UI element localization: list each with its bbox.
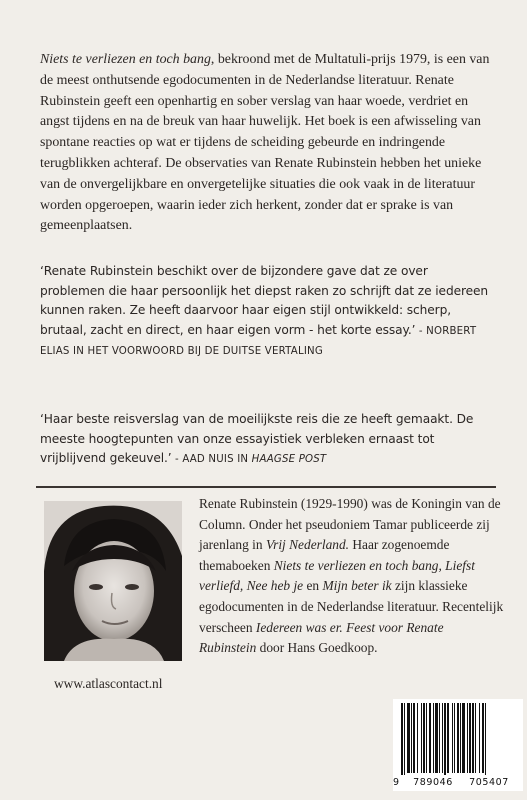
blurb-paragraph	[40, 50, 496, 237]
bio-text: Haar zogenoemde themaboeken	[199, 537, 450, 573]
portrait-photo	[44, 501, 182, 661]
bio-text: en	[303, 578, 323, 594]
quote-text: ‘Renate Rubinstein beschikt over de bijzondere gave dat ze over problemen die haar persoonlijk het diepst raken zo schrijft dat ze iedereen kunnen raken. Ze heeft daarvoor haar eigen stijl ontwikkeld: scherp, brutaal, zacht en direct, en haar eigen vorm - het korte essay.’	[40, 264, 489, 337]
barcode-bars	[397, 703, 519, 775]
publisher-website: www.atlascontact.nl	[54, 676, 163, 691]
bio-italic: Mijn beter ik	[322, 578, 392, 594]
quote-attribution: - AAD NUIS IN	[171, 454, 252, 466]
author-portrait	[44, 501, 182, 661]
author-bio	[199, 494, 504, 659]
bio-text: door Hans Goedkoop.	[256, 640, 378, 656]
section-divider	[36, 486, 496, 488]
bio-text: zijn klassieke egodocumenten in de Nederlandse literatuur. Recentelijk verscheen	[199, 578, 504, 635]
isbn-group-2: 705407	[469, 777, 509, 788]
blurb-text: , bekroond met de Multatuli-prijs 1979, is een van de meest onthutsende egodocumenten in de Nederlandse literatuur. Renate Rubinstein geeft een openhartig en sober verslag van haar woede, verdriet en angst tijdens en na de breuk van haar huwelijk. Het boek is een afwisseling van spontane reacties op wat er tijdens de scheiding gebeurde en indringende terugblikken achteraf. De observaties van Renate Rubinstein hebben het unieke van de onvergelijkbare en onvergetelijke situaties die ook vaak in de literatuur worden opgeroepen, waarin ieder zich herkent, zonder dat er sprake is van gemeenplaatsen.	[40, 52, 490, 234]
quote-aad-nuis	[40, 410, 496, 470]
isbn-barcode	[393, 699, 523, 791]
isbn-first-digit: 9	[393, 777, 400, 788]
bio-italic: Niets te verliezen en toch bang, Liefst verliefd, Nee heb je	[199, 557, 475, 594]
quote-text: ‘Haar beste reisverslag van de moeilijkste reis die ze heeft gemaakt. De meeste hoogtepunten van onze essayistiek verbleken ernaast tot vrijblijvend gekeuvel.’	[40, 412, 474, 466]
quote-attribution: - NORBERT ELIAS IN HET VOORWOORD BIJ DE DUITSE VERTALING	[40, 325, 477, 358]
quote-norbert-elias	[40, 262, 496, 362]
bio-italic: Vrij Nederland.	[265, 537, 350, 553]
blurb-title: Niets te verliezen en toch bang	[40, 52, 211, 67]
bio-italic: Iedereen was er. Feest voor Renate Rubinstein	[199, 619, 444, 656]
isbn-number	[393, 777, 523, 788]
quote-source: HAAGSE POST	[251, 454, 327, 466]
isbn-group-1: 789046	[413, 777, 453, 788]
bio-text: Renate Rubinstein (1929-1990) was de Koningin van de Column. Onder het pseudoniem Tamar publiceerde zij jarenlang in	[199, 496, 501, 553]
